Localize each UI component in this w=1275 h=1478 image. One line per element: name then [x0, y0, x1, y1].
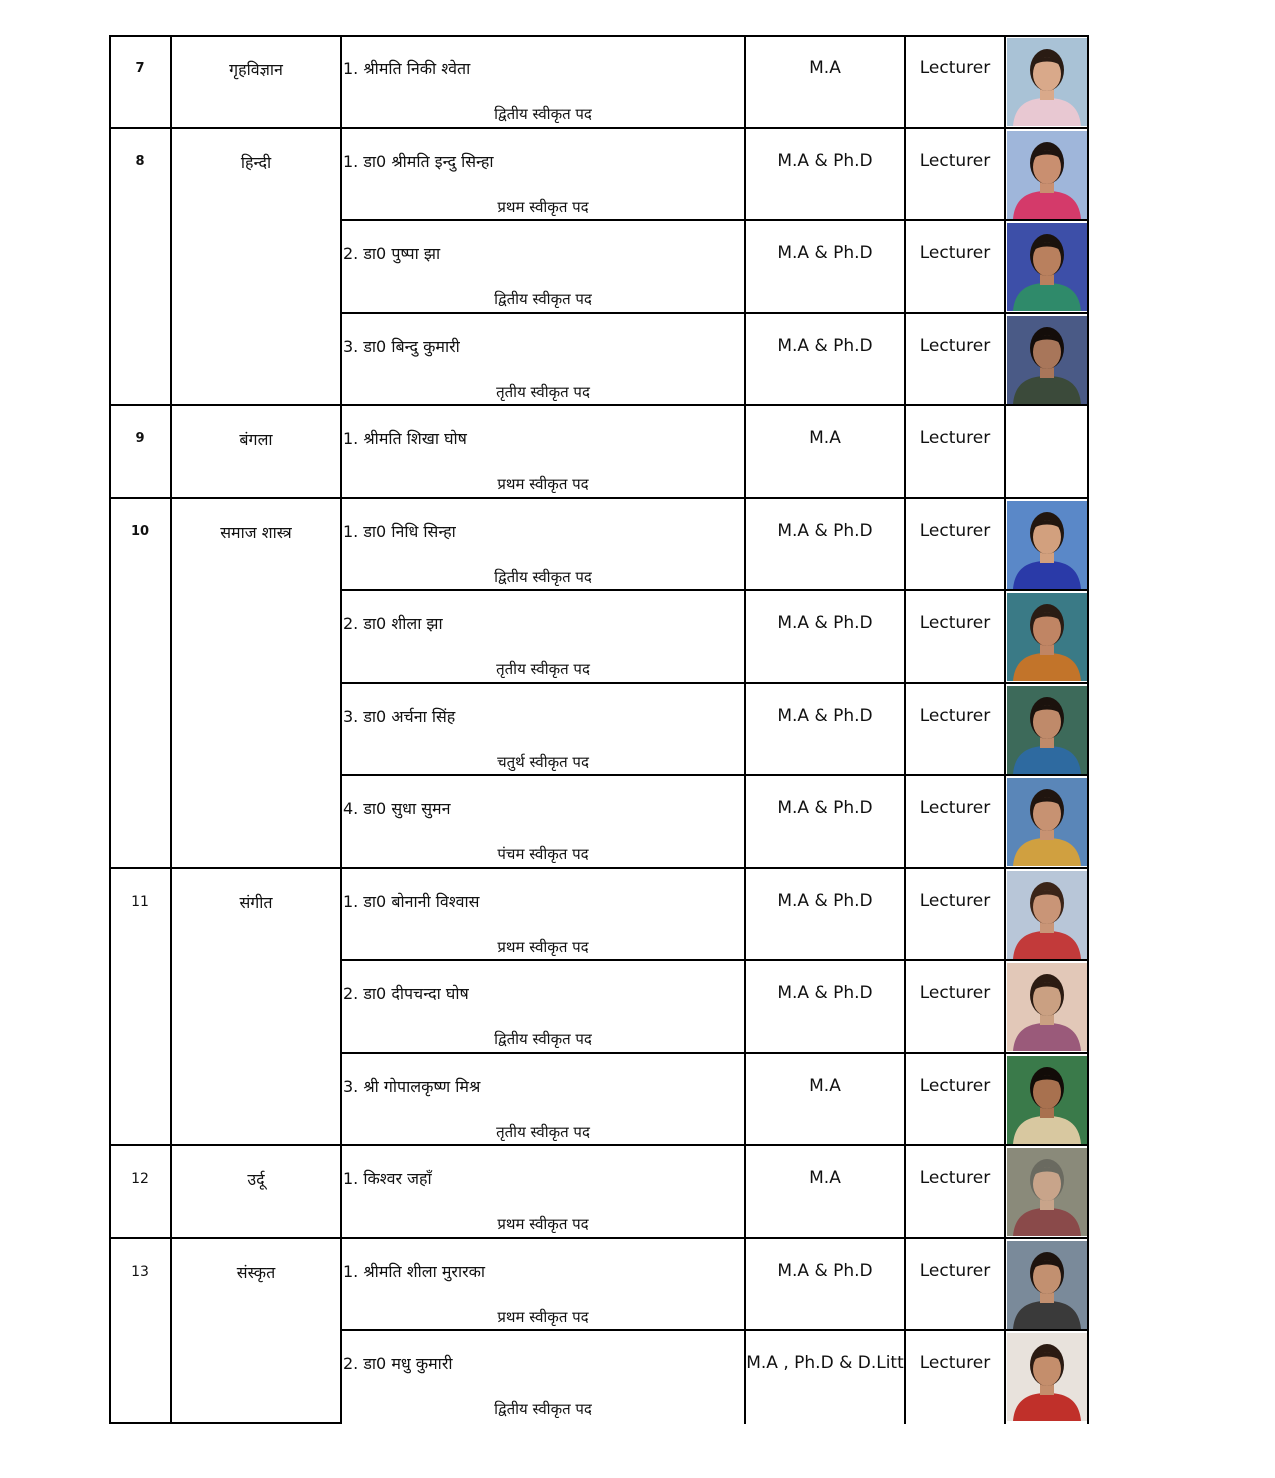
- portrait-image: [1007, 871, 1087, 959]
- member-name: 1. डा0 निधि सिन्हा: [343, 521, 456, 541]
- dept-name: हिन्दी: [240, 152, 272, 172]
- member-photo: [1007, 1148, 1087, 1236]
- member-name: 1. डा0 श्रीमति इन्दु सिन्हा: [343, 151, 494, 171]
- member-photo: [1007, 501, 1087, 589]
- member-photo: [1007, 1241, 1087, 1329]
- qualification: M.A & Ph.D: [777, 150, 873, 171]
- designation: Lecturer: [919, 1353, 991, 1373]
- designation: Lecturer: [919, 705, 991, 726]
- sanctioned-post: पंचम स्वीकृत पद: [497, 845, 589, 863]
- qualification: M.A & Ph.D: [777, 520, 873, 541]
- member-photo: [1007, 963, 1087, 1051]
- qualification: M.A & Ph.D: [777, 613, 873, 633]
- sanctioned-post: तृतीय स्वीकृत पद: [496, 1122, 590, 1141]
- member-name: 1. किश्वर जहाँ: [343, 1169, 432, 1188]
- qualification: M.A & Ph.D: [777, 243, 873, 263]
- dept-number: 13: [131, 1263, 149, 1280]
- portrait-image: [1007, 686, 1087, 774]
- dept-number: 8: [135, 153, 145, 169]
- qualification: M.A & Ph.D: [777, 890, 873, 911]
- member-name: 3. डा0 अर्चना सिंह: [343, 706, 456, 726]
- sanctioned-post: द्वितीय स्वीकृत पद: [494, 105, 592, 123]
- sanctioned-post: प्रथम स्वीकृत पद: [497, 937, 589, 956]
- member-name: 2. डा0 शीला झा: [343, 614, 443, 633]
- row-border: [340, 774, 1089, 776]
- dept-name: संगीत: [239, 892, 273, 912]
- member-name: 3. श्री गोपालकृष्ण मिश्र: [343, 1076, 481, 1096]
- sanctioned-post: प्रथम स्वीकृत पद: [497, 1307, 589, 1326]
- designation: Lecturer: [919, 428, 991, 448]
- designation: Lecturer: [919, 1168, 991, 1188]
- sanctioned-post: प्रथम स्वीकृत पद: [497, 1215, 589, 1233]
- portrait-image: [1007, 38, 1087, 126]
- sanctioned-post: प्रथम स्वीकृत पद: [497, 475, 589, 493]
- row-border: [109, 1422, 342, 1424]
- member-name: 4. डा0 सुधा सुमन: [343, 799, 451, 818]
- dept-name: बंगला: [239, 430, 273, 449]
- sanctioned-post: चतुर्थ स्वीकृत पद: [497, 752, 589, 771]
- qualification: M.A: [809, 58, 841, 78]
- designation: Lecturer: [919, 150, 991, 171]
- designation: Lecturer: [919, 798, 991, 818]
- member-photo: [1007, 778, 1087, 866]
- faculty-table: [109, 35, 1089, 1424]
- portrait-image: [1007, 1333, 1087, 1421]
- portrait-image: [1007, 1056, 1087, 1144]
- member-photo: [1007, 131, 1087, 219]
- row-border: [340, 959, 1089, 961]
- qualification: M.A: [809, 428, 841, 448]
- member-name: 1. डा0 बोनानी विश्वास: [343, 891, 480, 911]
- member-photo: [1007, 1333, 1087, 1421]
- qualification: M.A , Ph.D & D.Litt: [746, 1353, 904, 1373]
- dept-name: संस्कृत: [236, 1262, 276, 1282]
- designation: Lecturer: [919, 890, 991, 911]
- sanctioned-post: तृतीय स्वीकृत पद: [496, 660, 590, 678]
- portrait-image: [1007, 1241, 1087, 1329]
- member-photo: [1007, 1056, 1087, 1144]
- qualification: M.A: [809, 1075, 841, 1096]
- member-photo: [1007, 593, 1087, 681]
- portrait-image: [1007, 963, 1087, 1051]
- portrait-image: [1007, 1148, 1087, 1236]
- row-border: [109, 404, 1089, 406]
- sanctioned-post: प्रथम स्वीकृत पद: [497, 197, 589, 216]
- designation: Lecturer: [919, 1260, 991, 1281]
- portrait-image: [1007, 223, 1087, 311]
- member-name: 2. डा0 दीपचन्दा घोष: [343, 984, 469, 1003]
- dept-number: 9: [135, 431, 145, 446]
- member-photo: [1007, 686, 1087, 774]
- qualification: M.A & Ph.D: [777, 705, 873, 726]
- portrait-image: [1007, 593, 1087, 681]
- dept-number: 12: [131, 1171, 149, 1187]
- row-border: [340, 1052, 1089, 1054]
- row-border: [340, 682, 1089, 684]
- dept-name: गृहविज्ञान: [229, 60, 283, 79]
- row-border: [340, 219, 1089, 221]
- row-border: [109, 127, 1089, 129]
- dept-name: समाज शास्त्र: [220, 522, 292, 542]
- row-border: [109, 1144, 1089, 1146]
- member-photo: [1007, 316, 1087, 404]
- designation: Lecturer: [919, 613, 991, 633]
- column-border: [109, 35, 111, 1424]
- qualification: M.A: [809, 1168, 841, 1188]
- qualification: M.A & Ph.D: [777, 1260, 873, 1281]
- portrait-image: [1007, 131, 1087, 219]
- dept-number: 7: [135, 61, 145, 76]
- row-border: [340, 589, 1089, 591]
- member-photo: [1007, 871, 1087, 959]
- row-border: [109, 497, 1089, 499]
- member-name: 1. श्रीमति निकी श्वेता: [343, 59, 471, 78]
- row-border: [340, 312, 1089, 314]
- portrait-image: [1007, 501, 1087, 589]
- qualification: M.A & Ph.D: [777, 983, 873, 1003]
- designation: Lecturer: [919, 1075, 991, 1096]
- row-border: [109, 867, 1089, 869]
- sanctioned-post: तृतीय स्वीकृत पद: [496, 382, 590, 401]
- designation: Lecturer: [919, 58, 991, 78]
- member-name: 3. डा0 बिन्दु कुमारी: [343, 336, 460, 356]
- row-border: [340, 1329, 1089, 1331]
- sanctioned-post: द्वितीय स्वीकृत पद: [494, 1030, 592, 1048]
- member-name: 2. डा0 पुष्पा झा: [343, 244, 441, 263]
- qualification: M.A & Ph.D: [777, 335, 873, 356]
- member-name: 2. डा0 मधु कुमारी: [343, 1354, 453, 1373]
- dept-name: उर्दू: [247, 1170, 265, 1189]
- sanctioned-post: द्वितीय स्वीकृत पद: [494, 290, 592, 308]
- row-border: [109, 35, 1089, 37]
- column-border: [1087, 35, 1089, 313]
- sanctioned-post: द्वितीय स्वीकृत पद: [494, 567, 592, 586]
- column-border: [170, 35, 172, 1424]
- designation: Lecturer: [919, 243, 991, 263]
- member-name: 1. श्रीमति शीला मुरारका: [343, 1261, 486, 1281]
- column-border: [340, 35, 342, 1424]
- member-photo: [1007, 38, 1087, 126]
- portrait-image: [1007, 316, 1087, 404]
- member-photo: [1007, 223, 1087, 311]
- dept-number: 11: [131, 893, 149, 910]
- qualification: M.A & Ph.D: [777, 798, 873, 818]
- sanctioned-post: द्वितीय स्वीकृत पद: [494, 1400, 592, 1418]
- portrait-image: [1007, 778, 1087, 866]
- member-name: 1. श्रीमति शिखा घोष: [343, 429, 467, 448]
- designation: Lecturer: [919, 520, 991, 541]
- row-border: [109, 1237, 1089, 1239]
- dept-number: 10: [130, 523, 150, 539]
- designation: Lecturer: [919, 983, 991, 1003]
- designation: Lecturer: [919, 335, 991, 356]
